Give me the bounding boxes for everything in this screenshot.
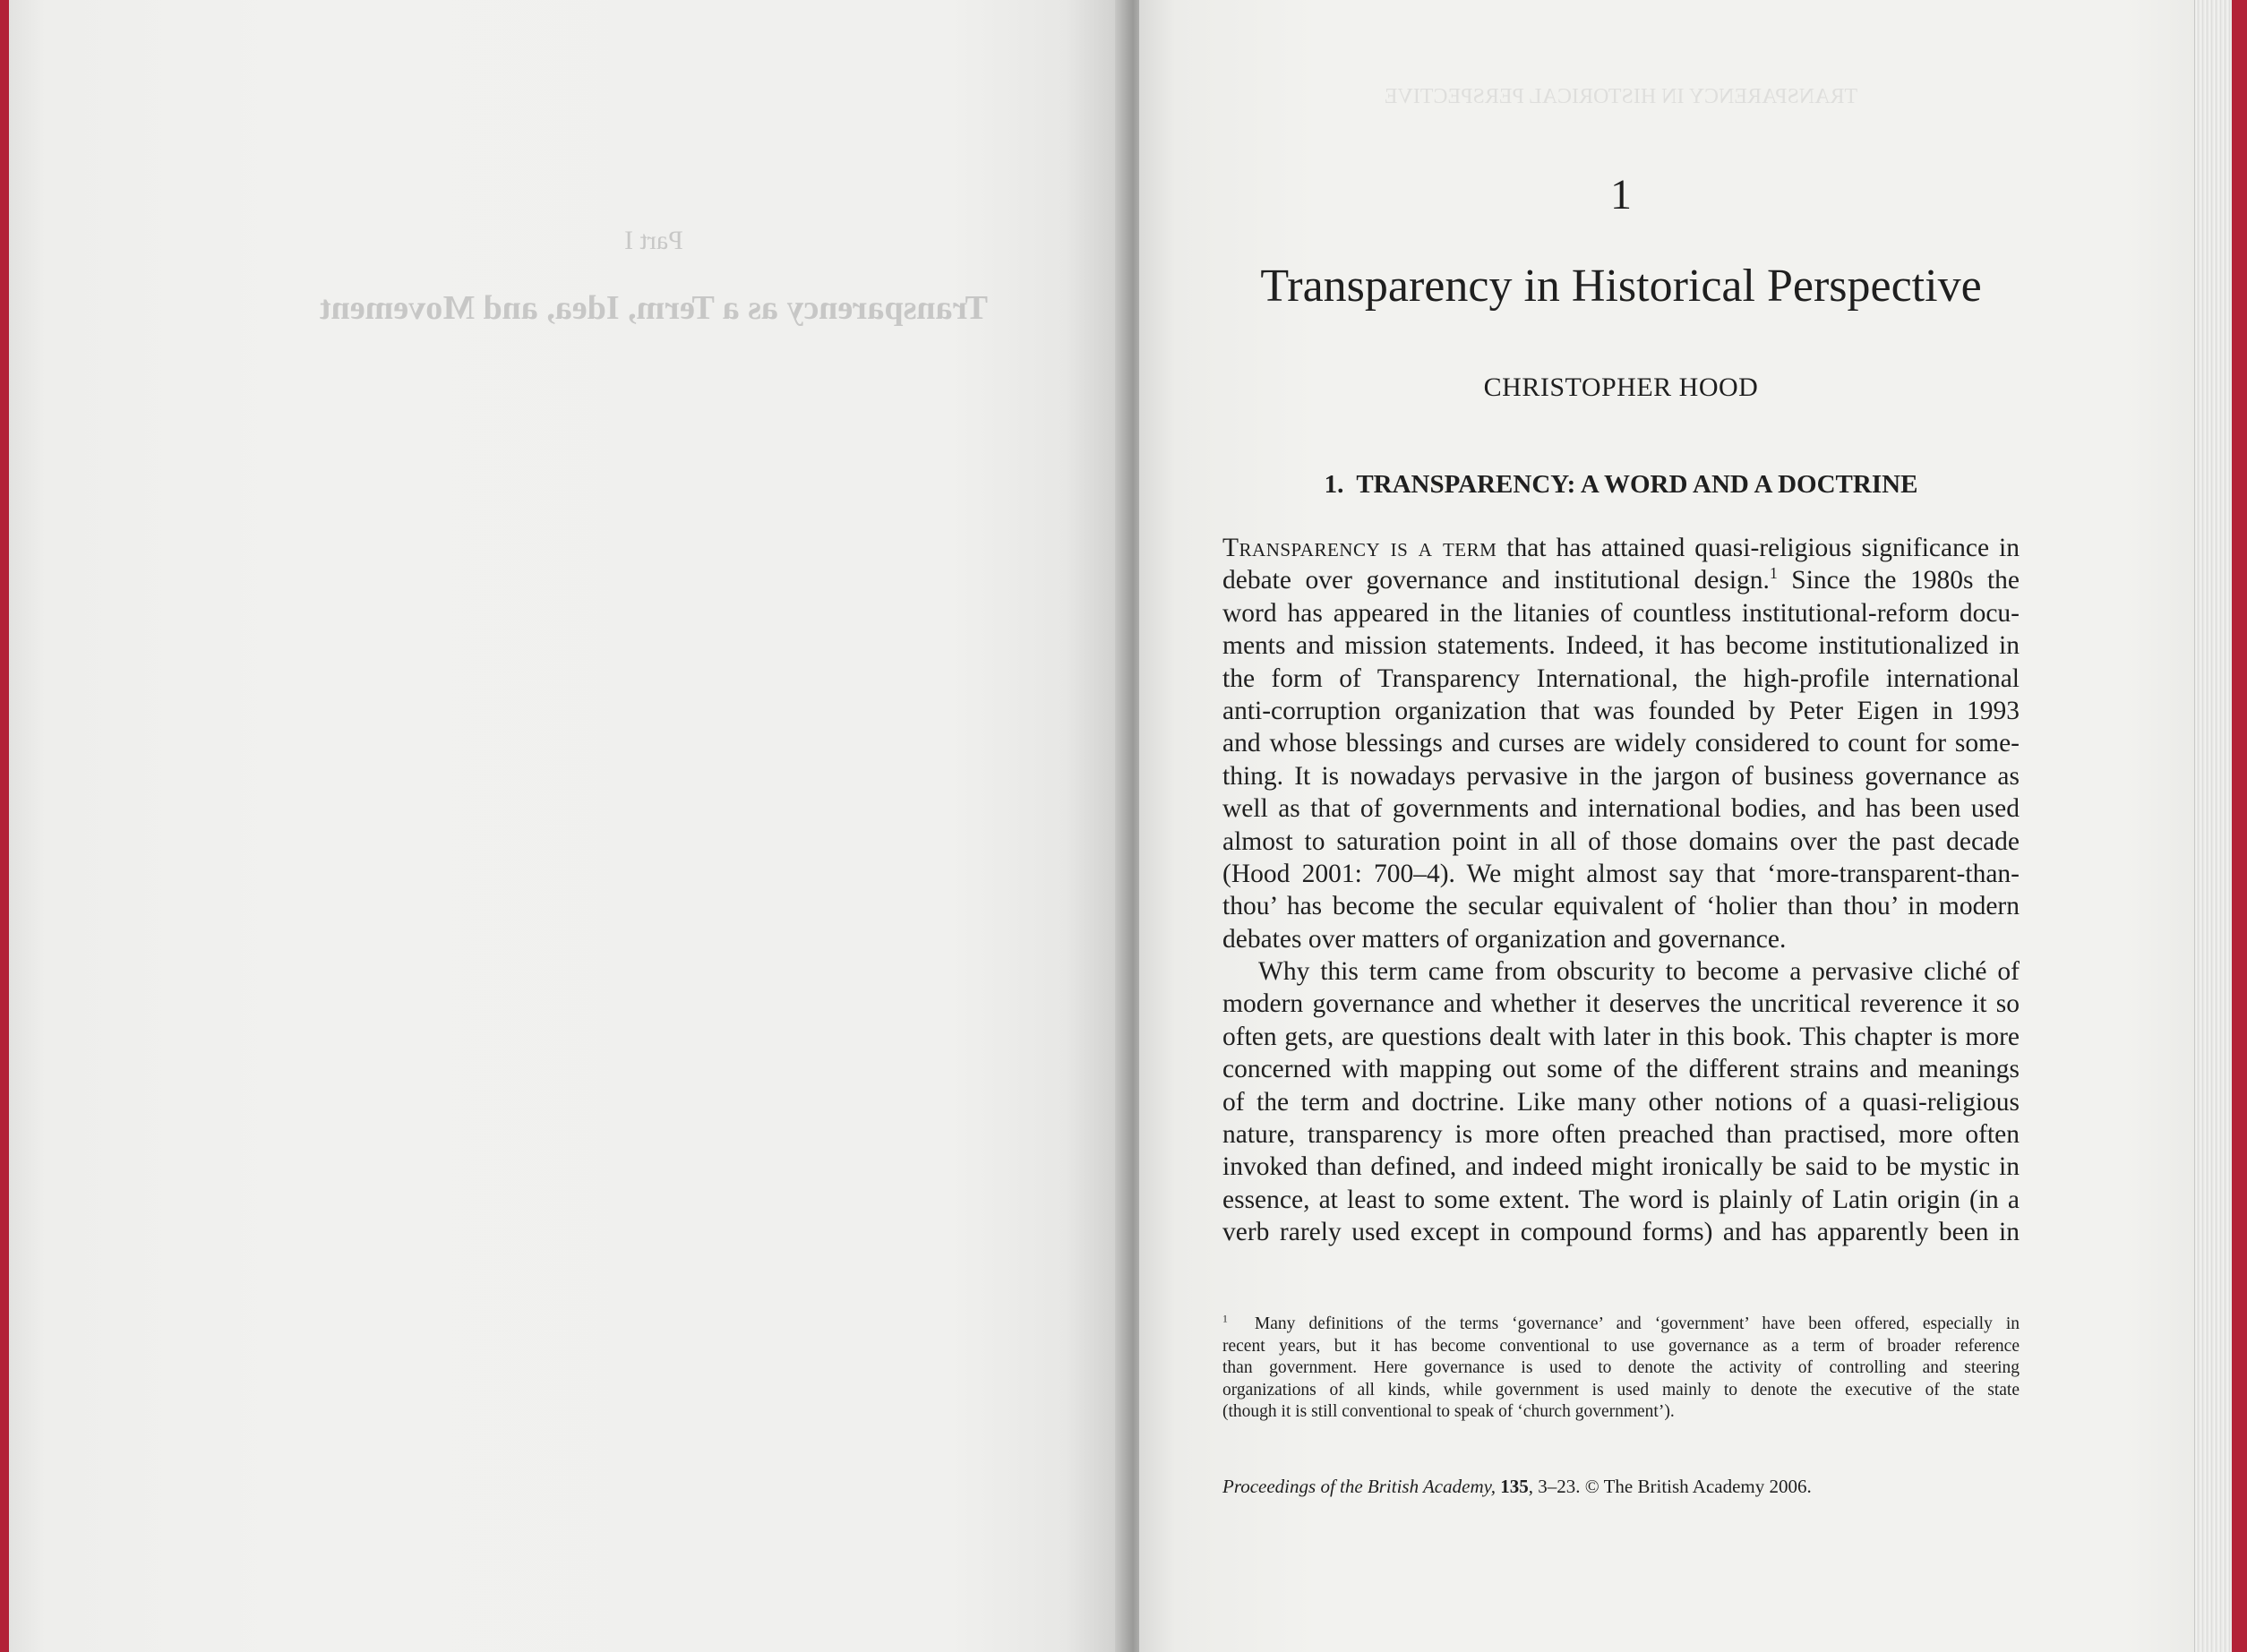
- citation-details: , 3–23. © The British Academy 2006.: [1528, 1476, 1812, 1497]
- section-number: 1.: [1324, 470, 1344, 499]
- footnote: [1222, 1314, 2020, 1424]
- left-page: [9, 0, 1124, 1652]
- footnote-line: $^1$ Many definitions of the terms ‘governance’ and ‘government’ have been offered, especially in: [1222, 1314, 2020, 1333]
- body-line: thou’ has become the secular equivalent of ‘holier than thou’ in modern: [1222, 892, 2020, 921]
- showthrough-part-title: Transparency as a Term, Idea, and Movement: [320, 289, 988, 327]
- body-line: almost to saturation point in all of those domains over the past decade: [1222, 826, 2020, 856]
- body-line: debates over matters of organization and governance.: [1222, 924, 1787, 954]
- body-line: modern governance and whether it deserves the uncritical reverence it so: [1222, 989, 2020, 1019]
- body-line: concerned with mapping out some of the different strains and meanings: [1222, 1055, 2020, 1084]
- opening-smallcaps: Transparency is a term: [1222, 534, 1497, 562]
- body-line: and whose blessings and curses are widely considered to count for some-: [1222, 729, 2020, 758]
- body-line: the form of Transparency International, the high-profile international: [1222, 663, 2020, 693]
- body-line: Transparency is a term that has attained quasi-religious significance in: [1222, 534, 2020, 562]
- body-line: of the term and doctrine. Like many other notions of a quasi-religious: [1222, 1087, 2020, 1117]
- showthrough-part-label: Part I: [624, 226, 683, 255]
- footnote-reference[interactable]: 1: [1769, 564, 1778, 583]
- footnote-line: organizations of all kinds, while government is used mainly to denote the executive of the state: [1222, 1380, 2020, 1399]
- book-spread: [9, 0, 2232, 1652]
- journal-name: Proceedings of the British Academy,: [1222, 1476, 1497, 1497]
- footnote-line: (though it is still conventional to speak of ‘church government’).: [1222, 1402, 1675, 1421]
- footnote-marker: 1: [1222, 1314, 1228, 1325]
- page-edges: [2194, 0, 2232, 1652]
- footnote-line: than government. Here governance is used to denote the activity of controlling and steering: [1222, 1358, 2020, 1377]
- journal-volume: 135: [1500, 1476, 1529, 1497]
- body-line: nature, transparency is more often preached than practised, more often: [1222, 1120, 2020, 1150]
- body-line: invoked than defined, and indeed might ironically be said to be mystic in: [1222, 1152, 2020, 1182]
- showthrough-running-header: TRANSPARENCY IN HISTORICAL PERSPECTIVE: [1384, 85, 1858, 108]
- body-line: (Hood 2001: 700–4). We might almost say that ‘more-transparent-than-: [1222, 859, 2020, 888]
- body-line: anti-corruption organization that was founded by Peter Eigen in 1993: [1222, 696, 2020, 725]
- chapter-number: 1: [1610, 171, 1632, 218]
- body-line: Why this term came from obscurity to become a pervasive cliché of: [1258, 957, 2020, 987]
- body-line: word has appeared in the litanies of countless institutional-reform docu-: [1222, 598, 2020, 628]
- section-heading: [1222, 470, 2020, 500]
- body-line: well as that of governments and international bodies, and has been used: [1222, 794, 2020, 824]
- body-line: debate over governance and institutional design.$^1$ Since the 1980s the: [1222, 564, 2020, 595]
- body-text: [1222, 532, 2020, 1249]
- body-line: thing. It is nowadays pervasive in the jargon of business governance as: [1222, 761, 2020, 791]
- chapter-author: CHRISTOPHER HOOD: [1483, 372, 1759, 402]
- body-line: verb rarely used except in compound forms) and has apparently been in: [1222, 1218, 2020, 1247]
- footnote-line: recent years, but it has become conventional to use governance as a term of broader reference: [1222, 1336, 2020, 1356]
- source-citation: [1222, 1476, 2020, 1498]
- body-line: essence, at least to some extent. The word is plainly of Latin origin (in a: [1222, 1185, 2020, 1214]
- section-title: TRANSPARENCY: A WORD AND A DOCTRINE: [1356, 470, 1918, 499]
- chapter-title: Transparency in Historical Perspective: [1260, 261, 1982, 312]
- body-line: ments and mission statements. Indeed, it has become institutionalized in: [1222, 631, 2020, 661]
- body-line: often gets, are questions dealt with later in this book. This chapter is more: [1222, 1022, 2020, 1051]
